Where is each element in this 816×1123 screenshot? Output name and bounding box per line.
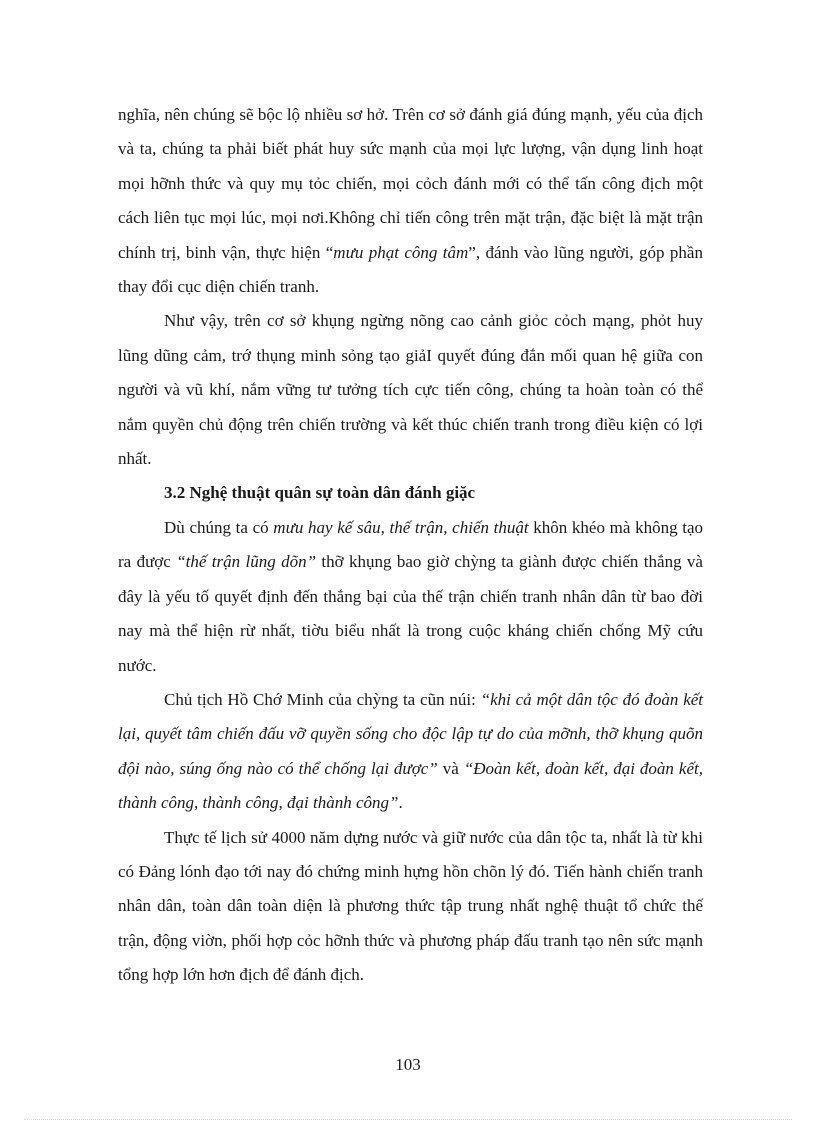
- italic-quote: “khi cả một dân tộc đó đoàn kết lại, quyết tâm chiến đấu vỡ quyền sống cho độc lập tự do của mỡnh, thỡ khụng quõn đội nào, súng ống nào có thể chống lại được”: [118, 689, 704, 778]
- paragraph: Dù chúng ta có mưu hay kế sâu, thế trận, chiến thuật khôn khéo mà không tạo ra được “thế trận lũng dõn” thỡ khụng bao giờ chỳng ta giành được chiến thắng và đây là yếu tố quyết định đến thắng bại của thế trận chiến tranh nhân dân từ bao đời nay mà thể hiện rừ nhất, tiờu biểu nhất là trong cuộc kháng chiến chống Mỹ cứu nước.: [118, 517, 704, 675]
- italic-quote: mưu phạt công tâm: [333, 242, 469, 262]
- paragraph-continuation: nghĩa, nên chúng sẽ bộc lộ nhiều sơ hở. Trên cơ sở đánh giá đúng mạnh, yếu của địch và ta, chúng ta phải biết phát huy sức mạnh của mọi lực lượng, vận dụng linh hoạt mọi hỡnh thức và quy mụ tỏc chiến, mọi cỏch đánh mới có thể tấn công địch một cách liên tục mọi lúc, mọi nơi.Không chỉ tiến công trên mặt trận, đặc biệt là mặt trận chính trị, binh vận, thực hiện “mưu phạt công tâm”, đánh vào lũng người, góp phần thay đổi cục diện chiến tranh.: [118, 105, 703, 297]
- italic-quote: “thế trận lũng dõn”: [176, 552, 317, 572]
- italic-quote: “Đoàn kết, đoàn kết, đại đoàn kết, thành công, thành công, đại thành công”: [118, 758, 703, 813]
- paragraph: Thực tế lịch sử 4000 năm dựng nước và giữ nước của dân tộc ta, nhất là từ khi có Đảng lónh đạo tới nay đó chứng minh hựng hồn chõn lý đó. Tiến hành chiến tranh nhân dân, toàn dân toàn diện là phương thức tập trung nhất nghệ thuật tổ chức thế trận, động viờn, phối hợp cỏc hỡnh thức và phương pháp đấu tranh tạo nên sức mạnh tổng hợp lớn hơn địch để đánh địch.: [118, 827, 703, 985]
- section-heading: 3.2 Nghệ thuật quân sự toàn dân đánh giặc: [164, 483, 476, 503]
- italic-phrase: mưu hay kế sâu, thế trận, chiến thuật: [273, 517, 529, 537]
- paragraph: Như vậy, trên cơ sở khụng ngừng nõng cao cảnh giỏc cỏch mạng, phỏt huy lũng dũng cảm, trớ thụng minh sỏng tạo giảI quyết đúng đắn mối quan hệ giữa con người và vũ khí, nắm vững tư tưởng tích cực tiến công, chúng ta hoàn toàn có thể nắm quyền chủ động trên chiến trường và kết thúc chiến tranh trong điều kiện có lợi nhất.: [118, 311, 703, 469]
- body-text: [118, 98, 703, 993]
- paragraph: Chủ tịch Hồ Chớ Minh của chỳng ta cũn núi: “khi cả một dân tộc đó đoàn kết lại, quyết tâm chiến đấu vỡ quyền sống cho độc lập tự do của mỡnh, thỡ khụng quõn đội nào, súng ống nào có thể chống lại được” và “Đoàn kết, đoàn kết, đại đoàn kết, thành công, thành công, đại thành công”.: [118, 689, 704, 813]
- page-bottom-rule: [24, 1119, 792, 1120]
- page-number: 103: [395, 1055, 421, 1074]
